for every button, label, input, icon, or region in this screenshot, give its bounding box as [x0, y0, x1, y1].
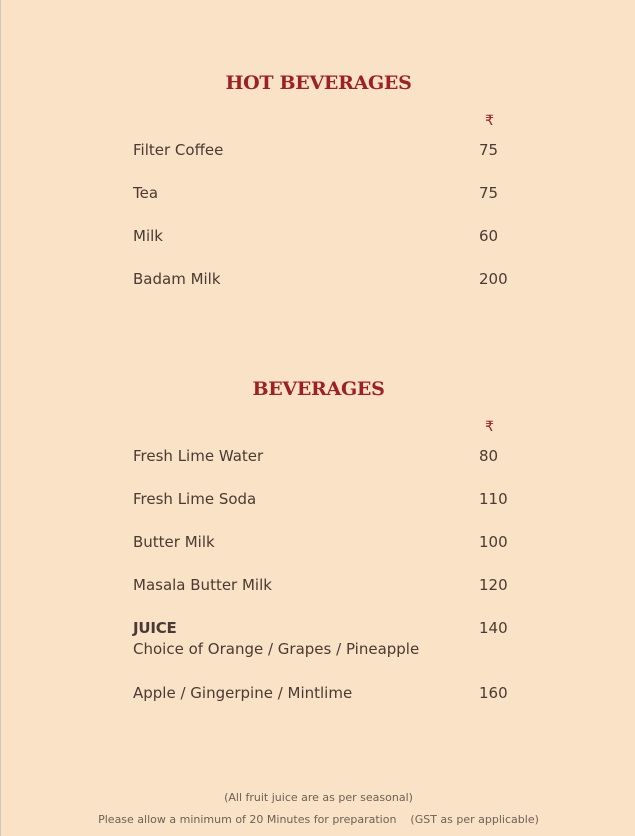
seasonal-note: (All fruit juice are as per seasonal) — [224, 791, 413, 804]
menu-item — [133, 447, 263, 465]
item-price: 100 — [479, 533, 508, 551]
menu-item-juice — [133, 619, 419, 658]
menu-item — [133, 141, 223, 159]
menu-item — [133, 227, 163, 245]
item-name: JUICE — [133, 619, 177, 637]
item-price: 110 — [479, 490, 508, 508]
item-price: 140 — [479, 619, 508, 637]
gst-note: (GST as per applicable) — [410, 813, 539, 826]
item-price: 120 — [479, 576, 508, 594]
item-name: Filter Coffee — [133, 141, 224, 159]
item-price: 200 — [479, 270, 508, 288]
preparation-note: Please allow a minimum of 20 Minutes for preparation — [98, 813, 397, 826]
beverages-currency-symbol: ₹ — [485, 419, 494, 435]
item-name: Masala Butter Milk — [133, 576, 272, 594]
menu-item — [133, 684, 352, 702]
item-name: Butter Milk — [133, 533, 215, 551]
menu-item — [133, 576, 272, 594]
item-description: Choice of Orange / Grapes / Pineapple — [133, 640, 420, 658]
footer-notes — [1, 813, 635, 826]
menu-item — [133, 533, 215, 551]
item-price: 160 — [479, 684, 508, 702]
beverages-title: BEVERAGES — [252, 378, 385, 400]
hot-beverages-title: HOT BEVERAGES — [225, 72, 412, 94]
item-price: 75 — [479, 141, 499, 159]
item-name: Tea — [133, 184, 159, 202]
hot-beverages-currency-symbol: ₹ — [485, 113, 494, 129]
item-price: 75 — [479, 184, 499, 202]
item-price: 60 — [479, 227, 499, 245]
item-name: Fresh Lime Soda — [133, 490, 257, 508]
menu-item — [133, 270, 221, 288]
item-price: 80 — [479, 447, 499, 465]
item-name: Apple / Gingerpine / Mintlime — [133, 684, 353, 702]
item-name: Fresh Lime Water — [133, 447, 264, 465]
menu-item — [133, 184, 158, 202]
menu-item — [133, 490, 256, 508]
item-name: Badam Milk — [133, 270, 221, 288]
item-name: Milk — [133, 227, 163, 245]
